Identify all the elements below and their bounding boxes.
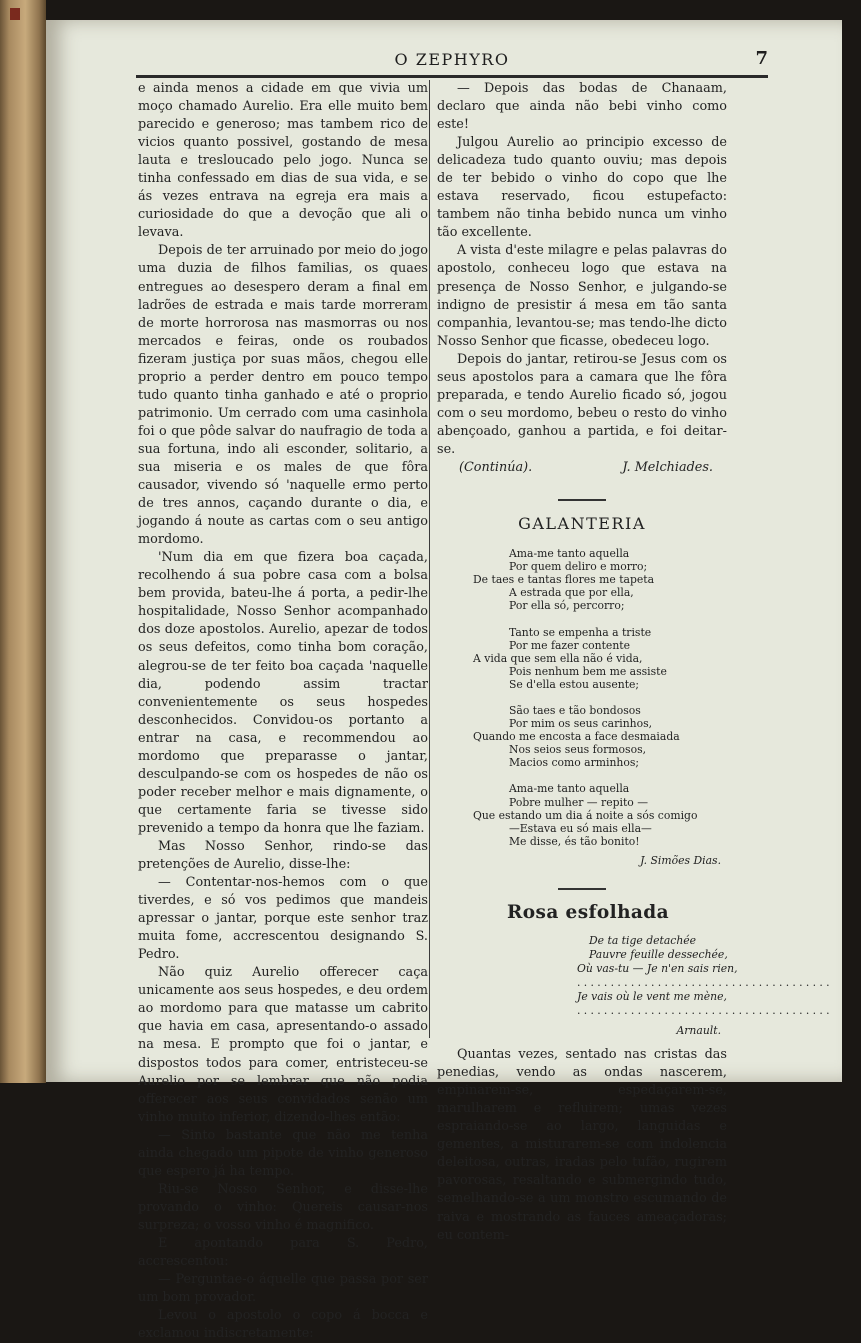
- author-signature: J. Melchiades.: [622, 459, 713, 475]
- book-binding: [0, 0, 46, 1083]
- paragraph: Mas Nosso Senhor, rindo-se das pretenções de Aurelio, disse-lhe:: [138, 838, 428, 873]
- paragraph: — Depois das bodas de Chanaam, declaro que ainda não bebi vinho como este!: [437, 81, 727, 133]
- verse-line: Por mim os seus carinhos,: [509, 717, 653, 731]
- page-header: [136, 48, 768, 70]
- paragraph: Levou o apostolo o copo á bocca e exclamou indiscretamente:: [138, 1308, 428, 1342]
- poem-stanza: [473, 704, 727, 769]
- poem-author: J. Simões Dias.: [640, 853, 721, 867]
- verse-line: De taes e tantas flores me tapeta: [473, 573, 655, 587]
- paragraph: A vista d'este milagre e pelas palavras do apostolo, conheceu logo que estava na presença de Nosso Senhor, e julgando-se indigno de presistir á mesa em tão santa companhia, levantou-se; mas tendo-lhe dicto Nosso Senhor que ficasse, obedeceu logo.: [437, 243, 727, 349]
- section-rule: [558, 499, 606, 501]
- verse-line: Por me fazer contente: [509, 638, 630, 652]
- verse-line: Que estando um dia á noite a sós comigo: [473, 808, 698, 822]
- epigraph-author: Arnault.: [676, 1024, 721, 1038]
- poem-title: GALANTERIA: [518, 514, 646, 534]
- binding-mark: [10, 8, 20, 20]
- paragraph: — Perguntae-o áquelle que passa por ser um bom provador.: [138, 1272, 428, 1306]
- verse-line: Me disse, és tão bonito!: [509, 834, 640, 848]
- verse-line: Nos seios seus formosos,: [509, 743, 647, 757]
- epigraph-line: Pauvre feuille dessechée,: [589, 948, 728, 962]
- paragraph: Depois do jantar, retirou-se Jesus com os seus apostolos para a camara que lhe fôra preparada, e tendo Aurelio ficado só, jogou com o seu mordomo, bebeu o resto do vinho abençoado, ganhou a partida, e foi deitar-se.: [437, 351, 727, 457]
- verse-line: Pobre mulher — repito —: [509, 795, 649, 809]
- ellipsis-row: ......................................: [577, 1004, 833, 1018]
- poem-stanza: [473, 626, 727, 691]
- publication-title: O ZEPHYRO: [394, 50, 510, 69]
- right-column: [437, 80, 833, 1245]
- epigraph-line: De ta tige detachée: [589, 934, 697, 948]
- paragraph: e ainda menos a cidade em que vivia um moço chamado Aurelio. Era elle muito bem parecido e generoso; mas tambem rico de vicios quanto possivel, gostando de mesa lauta e tresloucado pelo jogo. Nunca se tinha confessado em dias de sua vida, e se ás vezes entrava na egreja era mais a curiosidade do que a devoção que ali o levava.: [138, 81, 428, 241]
- paragraph: — Sinto bastante que não me tenha ainda chegado um pipote de vinho generoso que espero já ha tempo.: [138, 1127, 428, 1179]
- verse-line: —Estava eu só mais ella—: [509, 821, 652, 835]
- verse-line: São taes e tão bondosos: [509, 704, 641, 718]
- paragraph: Não quiz Aurelio offerecer caça unicamente aos seus hospedes, e deu ordem ao mordomo para que matasse um cabrito que havia em casa, apresentando-o assado na mesa. E prompto que foi o jantar, e dispostos todos para comer, entristeceu-se Aurelio por se lembrar que não podia offerecer aos seus convidados senão um vinho muito inferior, dizendo-lhes então:: [138, 965, 428, 1125]
- verse-line: A vida que sem ella não é vida,: [473, 651, 643, 665]
- ellipsis-row: ......................................: [577, 976, 833, 990]
- verse-line: Por ella só, percorro;: [509, 599, 625, 613]
- paragraph: — Contentar-nos-hemos com o que tiverdes, e só vos pedimos que mandeis apressar o jantar, porque este senhor traz muita fome, accrescentou designando S. Pedro.: [138, 875, 428, 963]
- epigraph: [437, 934, 833, 1018]
- epigraph-line: Je vais où le vent me mène,: [577, 990, 727, 1004]
- verse-line: Tanto se empenha a triste: [509, 625, 652, 639]
- epigraph-line: Où vas-tu — Je n'en sais rien,: [577, 962, 738, 976]
- header-rule: [136, 75, 768, 78]
- paragraph: E apontando para S. Pedro, accrescentou:: [138, 1236, 428, 1270]
- verse-line: Ama-me tanto aquella: [509, 782, 630, 796]
- continued-note: (Continúa).: [459, 459, 533, 475]
- paragraph: Julgou Aurelio ao principio excesso de delicadeza tudo quanto ouviu; mas depois de ter bebido o vinho do copo que lhe estava reservado, ficou estupefacto: tambem não tinha bebido nunca um vinho tão excellente.: [437, 135, 727, 241]
- story-title: Rosa esfolhada: [507, 902, 670, 923]
- column-divider: [429, 80, 430, 1038]
- paragraph: 'Num dia em que fizera boa caçada, recolhendo á sua pobre casa com a bolsa bem provida, bateu-lhe á porta, a pedir-lhe hospitalidade, Nosso Senhor acompanhado dos doze apostolos. Aurelio, apezar de todos os seus defeitos, como tinha bom coração, alegrou-se de ter feito boa caçada 'naquelle dia, podendo assim tractar convenientemente os seus hospedes desconhecidos. Convidou-os portanto a entrar na casa, e recommendou ao mordomo que preparasse o jantar, desculpando-se com os hospedes de não os poder receber melhor e mais dignamente, o que certamente faria se tivesse sido prevenido a tempo da honra que lhe faziam.: [138, 550, 428, 836]
- poem: [437, 547, 727, 848]
- page-number: 7: [755, 48, 768, 69]
- poem-stanza: [473, 547, 727, 612]
- left-column: [138, 80, 428, 1343]
- paragraph: Quantas vezes, sentado nas cristas das penedias, vendo as ondas nascerem, empinarem-se, espedaçarem-se, marulharem e refluirem; umas vezes espraiando-se ao largo, languidas e gementes, a misturarem-se com indolencia deleitosa, outras, iradas pelo tufão, rugirem pavorosas, resaltando e submergindo tudo, semelhando-se a um monstro escumando de raiva e mostrando as fauces ameaçadoras; eu contem-: [437, 1047, 727, 1243]
- verse-line: Por quem deliro e morro;: [509, 560, 648, 574]
- poem-stanza: [473, 782, 727, 847]
- verse-line: A estrada que por ella,: [509, 586, 634, 600]
- verse-line: Pois nenhum bem me assiste: [509, 664, 667, 678]
- paragraph: Riu-se Nosso Senhor, e disse-lhe provando o vinho: Quereis causar-nos surpreza; o vosso vinho é magnifico.: [138, 1181, 428, 1233]
- paragraph: Depois de ter arruinado por meio do jogo uma duzia de filhos familias, os quaes entregues ao desespero deram a final em ladrões de estrada e mais tarde morreram de morte horrorosa nas masmorras ou nos mercados e feiras, onde os roubados fizeram justiça por suas mãos, chegou elle proprio a perder dentro em pouco tempo tudo quanto tinha ganhado e até o proprio patrimonio. Um cerrado com uma casinhola foi o que pôde salvar do naufragio de toda a sua fortuna, indo ali esconder, solitario, a sua miseria e os males de que fôra causador, vivendo só 'naquelle ermo perto de tres annos, caçando durante o dia, e jogando á noute as cartas com o seu antigo mordomo.: [138, 243, 428, 548]
- verse-line: Macios como arminhos;: [509, 756, 640, 770]
- article-signature: [437, 459, 727, 477]
- verse-line: Quando me encosta a face desmaiada: [473, 730, 680, 744]
- verse-line: Ama-me tanto aquella: [509, 547, 630, 561]
- newspaper-page: [46, 20, 842, 1342]
- verse-line: Se d'ella estou ausente;: [509, 677, 640, 691]
- section-rule: [558, 888, 606, 890]
